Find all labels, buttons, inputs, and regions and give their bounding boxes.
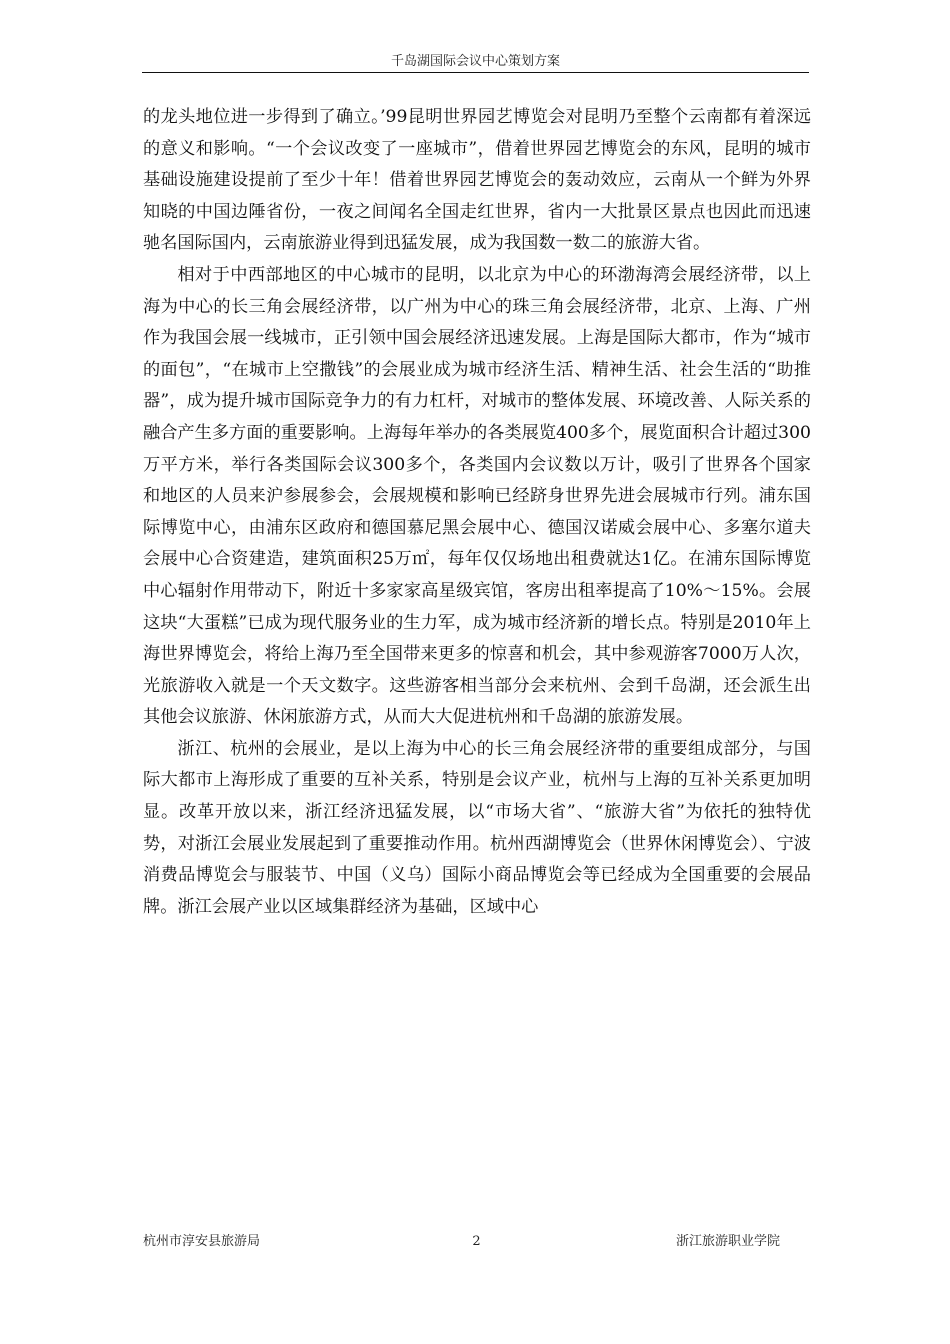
paragraph-continuation: 的龙头地位进一步得到了确立。’99昆明世界园艺博览会对昆明乃至整个云南都有着深远的意义和影响。“一个会议改变了一座城市”，借着世界园艺博览会的东风，昆明的城市基础设施建设提前了至少十年！借着世界园艺博览会的轰动效应，云南从一个鲜为外界知晓的中国边陲省份，一夜之间闻名全国走红世界，省内一大批景区景点也因此而迅速驰名国际国内，云南旅游业得到迅猛发展，成为我国数一数二的旅游大省。 [143, 107, 811, 254]
document-body [143, 102, 811, 923]
page-number: 2 [472, 1234, 481, 1249]
page-header-title: 千岛湖国际会议中心策划方案 [390, 54, 560, 69]
paragraph: 相对于中西部地区的中心城市的昆明，以北京为中心的环渤海湾会展经济带，以上海为中心的长三角会展经济带，以广州为中心的珠三角会展经济带，北京、上海、广州作为我国会展一线城市，正引领中国会展经济迅速发展。上海是国际大都市，作为“城市的面包”，“在城市上空撒钱”的会展业成为城市经济生活、精神生活、社会生活的“助推器”，成为提升城市国际竞争力的有力杠杆，对城市的整体发展、环境改善、人际关系的融合产生多方面的重要影响。上海每年举办的各类展览400多个，展览面积合计超过300万平方米，举行各类国际会议300多个，各类国内会议数以万计，吸引了世界各个国家和地区的人员来沪参展参会，会展规模和影响已经跻身世界先进会展城市行列。浦东国际博览中心，由浦东区政府和德国慕尼黑会展中心、德国汉诺威会展中心、多塞尔道夫会展中心合资建造，建筑面积25万㎡，每年仅仅场地出租费就达1亿。在浦东国际博览中心辐射作用带动下，附近十多家家高星级宾馆，客房出租率提高了10%～15%。会展这块“大蛋糕”已成为现代服务业的生力军，成为城市经济新的增长点。特别是2010年上海世界博览会，将给上海乃至全国带来更多的惊喜和机会，其中参观游客7000万人次，光旅游收入就是一个天文数字。这些游客相当部分会来杭州、会到千岛湖，还会派生出其他会议旅游、休闲旅游方式，从而大大促进杭州和千岛湖的旅游发展。 [143, 264, 811, 728]
footer-left-text: 杭州市淳安县旅游局 [143, 1234, 261, 1249]
header-divider [142, 72, 809, 73]
page-footer [143, 1232, 810, 1252]
paragraph: 浙江、杭州的会展业，是以上海为中心的长三角会展经济带的重要组成部分，与国际大都市上海形成了重要的互补关系，特别是会议产业，杭州与上海的互补关系更加明显。改革开放以来，浙江经济迅猛发展，以“市场大省”、“旅游大省”为依托的独特优势，对浙江会展业发展起到了重要推动作用。杭州西湖博览会（世界休闲博览会）、宁波消费品博览会与服装节、中国（义乌）国际小商品博览会等已经成为全国重要的会展品牌。浙江会展产业以区域集群经济为基础，区域中心 [143, 738, 811, 917]
footer-right-text: 浙江旅游职业学院 [675, 1234, 780, 1249]
